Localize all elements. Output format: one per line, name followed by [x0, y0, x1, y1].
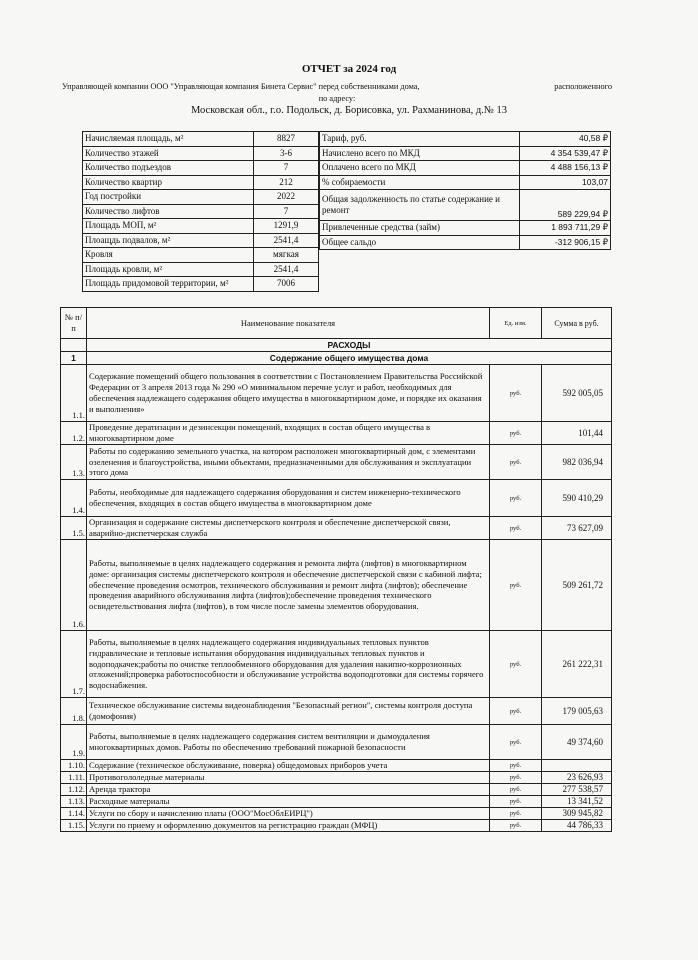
- info-value: мягкая: [254, 248, 319, 263]
- row-description: Организация и содержание системы диспетчерского контроля и обеспечение диспетчерской связи, аварийно-диспетчерская служба: [87, 517, 490, 540]
- row-description: Техническое обслуживание системы видеонаблюдения "Безопасный регион", системы контроля доступа (домофония): [87, 698, 490, 725]
- info-label: Год постройки: [83, 190, 254, 205]
- info-value: 212: [254, 175, 319, 190]
- row-sum: 982 036,94: [542, 445, 612, 480]
- row-sum: 13 341,52: [542, 796, 612, 808]
- row-description: Услуги по приему и оформлению документов на регистрацию граждан (МФЦ): [87, 820, 490, 832]
- group-number: 1: [61, 352, 87, 365]
- row-description: Работы по содержанию земельного участка, на котором расположен многоквартирный дом, с элементами озеленения и благоустройства, иными объектами, предназначенными для обслуживания и эксплуатации этого дома: [87, 445, 490, 480]
- finance-label: % собираемости: [320, 175, 520, 190]
- row-unit: руб.: [490, 772, 542, 784]
- finance-info-row: [320, 175, 611, 190]
- table-row: [61, 772, 612, 784]
- row-description: Услуги по сбору и начислению платы (ООО"МосОблЕИРЦ"): [87, 808, 490, 820]
- intro-at-address: по адресу:: [318, 94, 356, 103]
- table-row: [61, 808, 612, 820]
- row-sum: 261 222,31: [542, 631, 612, 698]
- row-description: Содержание (техническое обслуживание, поверка) общедомовых приборов учета: [87, 760, 490, 772]
- info-label: Начисляемая площадь, м²: [83, 132, 254, 147]
- row-unit: руб.: [490, 784, 542, 796]
- finance-value: 103,07: [520, 175, 611, 190]
- section-row: [61, 339, 612, 352]
- row-number: 1.4.: [61, 480, 87, 517]
- building-info-row: [83, 161, 319, 176]
- finance-label: Общая задолженность по статье содержание и ремонт: [320, 190, 520, 221]
- row-sum: 509 261,72: [542, 540, 612, 631]
- row-description: Работы, выполняемые в целях надлежащего содержания и ремонта лифта (лифтов) в многоквартирном доме: организация системы диспетчерского контроля и обеспечение диспетчерской связи с кабиной лифта; обеспечение проведения осмотров, технического обслуживания и ремонт лифта (лифтов); обеспечение проведения аварийного обслуживания лифта (лифтов);обеспечение проведения технического освидетельствования лифта (лифтов), в том числе после замены элементов оборудования.: [87, 540, 490, 631]
- finance-info-row: [320, 161, 611, 176]
- row-unit: руб.: [490, 725, 542, 760]
- finance-value: 589 229,94 ₽: [520, 190, 611, 221]
- table-row: [61, 760, 612, 772]
- row-unit: руб.: [490, 698, 542, 725]
- row-number: 1.9.: [61, 725, 87, 760]
- row-unit: руб.: [490, 760, 542, 772]
- finance-value: 1 893 711,29 ₽: [520, 221, 611, 236]
- row-sum: 44 786,33: [542, 820, 612, 832]
- header-unit: Ед. изм.: [490, 308, 542, 339]
- expenses-table: [60, 307, 612, 832]
- info-label: Плоащдь подвалов, м²: [83, 233, 254, 248]
- table-row: [61, 784, 612, 796]
- building-info-row: [83, 204, 319, 219]
- row-number: 1.15.: [61, 820, 87, 832]
- row-unit: руб.: [490, 796, 542, 808]
- row-sum: 277 538,57: [542, 784, 612, 796]
- building-info-row: [83, 190, 319, 205]
- row-sum: 309 945,82: [542, 808, 612, 820]
- row-sum: 49 374,60: [542, 725, 612, 760]
- info-label: Кровля: [83, 248, 254, 263]
- row-unit: руб.: [490, 422, 542, 445]
- row-unit: руб.: [490, 480, 542, 517]
- header-name: Наименование показателя: [87, 308, 490, 339]
- info-label: Количество квартир: [83, 175, 254, 190]
- building-info-row: [83, 277, 319, 292]
- row-unit: руб.: [490, 517, 542, 540]
- info-label: Площадь МОП, м²: [83, 219, 254, 234]
- row-sum: 592 005,05: [542, 365, 612, 422]
- finance-label: Общее сальдо: [320, 235, 520, 250]
- header-number: № п/п: [61, 308, 87, 339]
- group-row: [61, 352, 612, 365]
- info-value: 7006: [254, 277, 319, 292]
- info-value: 8827: [254, 132, 319, 147]
- finance-info-table: [319, 131, 611, 250]
- row-sum: [542, 760, 612, 772]
- finance-value: 4 354 539,47 ₽: [520, 146, 611, 161]
- building-info-row: [83, 132, 319, 147]
- finance-info-row: [320, 146, 611, 161]
- report-title: ОТЧЕТ за 2024 год: [301, 63, 397, 75]
- group-title: Содержание общего имущества дома: [87, 352, 612, 365]
- info-value: 7: [254, 204, 319, 219]
- row-sum: 23 626,93: [542, 772, 612, 784]
- building-info-row: [83, 146, 319, 161]
- row-number: 1.6.: [61, 540, 87, 631]
- finance-info-row: [320, 221, 611, 236]
- report-intro: [62, 82, 612, 103]
- row-number: 1.3.: [61, 445, 87, 480]
- row-sum: 73 627,09: [542, 517, 612, 540]
- finance-label: Тариф, руб.: [320, 132, 520, 147]
- row-number: 1.11.: [61, 772, 87, 784]
- table-row: [61, 796, 612, 808]
- row-number: 1.8.: [61, 698, 87, 725]
- table-row: [61, 725, 612, 760]
- table-row: [61, 631, 612, 698]
- table-row: [61, 540, 612, 631]
- row-number: 1.12.: [61, 784, 87, 796]
- finance-label: Оплачено всего по МКД: [320, 161, 520, 176]
- info-value: 2541,4: [254, 262, 319, 277]
- intro-located: расположенного: [554, 82, 612, 91]
- building-info-row: [83, 219, 319, 234]
- info-value: 2541,4: [254, 233, 319, 248]
- finance-info-row: [320, 132, 611, 147]
- row-number: 1.1.: [61, 365, 87, 422]
- finance-value: -312 906,15 ₽: [520, 235, 611, 250]
- info-label: Количество этажей: [83, 146, 254, 161]
- row-description: Работы, выполняемые в целях надлежащего содержания индивидуальных тепловых пунктов гидравлические и тепловые испытания оборудования индивидуальных тепловых пунктов и водоподкачек;работы по очистке теплообменного оборудования для удаления накипно-коррозионных отложений;проверка работоспособности и обслуживание устройства водоподготовки для системы горячего водоснабжения.: [87, 631, 490, 698]
- row-description: Работы, необходимые для надлежащего содержания оборудования и систем инженерно-технического обеспечения, входящих в состав общего имущества в многоквартирном доме: [87, 480, 490, 517]
- finance-info-row: [320, 190, 611, 221]
- table-row: [61, 820, 612, 832]
- table-header-row: [61, 308, 612, 339]
- row-number: 1.10.: [61, 760, 87, 772]
- table-row: [61, 480, 612, 517]
- row-unit: руб.: [490, 445, 542, 480]
- row-description: Содержание помещений общего пользования в соответствии с Постановлением Правительства Российской Федерации от 3 апреля 2013 года № 290 «О минимальном перечне услуг и работ, необходимых для обеспечения надлежащего содержания общего имущества в многоквартирном доме, и порядке их оказания и выполнения»: [87, 365, 490, 422]
- info-value: 1291,9: [254, 219, 319, 234]
- info-value: 7: [254, 161, 319, 176]
- row-description: Расходные материалы: [87, 796, 490, 808]
- building-info-row: [83, 248, 319, 263]
- row-number: 1.2.: [61, 422, 87, 445]
- row-unit: руб.: [490, 808, 542, 820]
- table-row: [61, 445, 612, 480]
- row-description: Противогололедные материалы: [87, 772, 490, 784]
- section-title: РАСХОДЫ: [87, 339, 612, 352]
- info-value: 2022: [254, 190, 319, 205]
- finance-info-row: [320, 235, 611, 250]
- row-unit: руб.: [490, 820, 542, 832]
- building-info-table: [82, 131, 319, 292]
- info-value: 3-6: [254, 146, 319, 161]
- table-row: [61, 365, 612, 422]
- finance-label: Привлеченные средства (займ): [320, 221, 520, 236]
- building-info-row: [83, 175, 319, 190]
- row-description: Аренда трактора: [87, 784, 490, 796]
- row-number: 1.5.: [61, 517, 87, 540]
- row-sum: 590 410,29: [542, 480, 612, 517]
- table-row: [61, 517, 612, 540]
- table-row: [61, 698, 612, 725]
- row-description: Проведение дератизации и дезинсекции помещений, входящих в состав общего имущества в многоквартирном доме: [87, 422, 490, 445]
- finance-value: 40,58 ₽: [520, 132, 611, 147]
- row-unit: руб.: [490, 631, 542, 698]
- header-sum: Сумма в руб.: [542, 308, 612, 339]
- building-info-row: [83, 233, 319, 248]
- info-label: Площадь придомовой территории, м²: [83, 277, 254, 292]
- info-label: Количество лифтов: [83, 204, 254, 219]
- building-info-row: [83, 262, 319, 277]
- info-label: Площадь кровли, м²: [83, 262, 254, 277]
- finance-value: 4 488 156,13 ₽: [520, 161, 611, 176]
- row-sum: 179 005,63: [542, 698, 612, 725]
- finance-label: Начислено всего по МКД: [320, 146, 520, 161]
- row-number: 1.14.: [61, 808, 87, 820]
- row-number: 1.13.: [61, 796, 87, 808]
- row-sum: 101,44: [542, 422, 612, 445]
- row-description: Работы, выполняемые в целях надлежащего содержания систем вентиляции и дымоудаления многоквартирных домов. Работы по обеспечению требований пожарной безопасности: [87, 725, 490, 760]
- table-row: [61, 422, 612, 445]
- row-number: 1.7.: [61, 631, 87, 698]
- building-address: Московская обл., г.о. Подольск, д. Борисовка, ул. Рахманинова, д.№ 13: [190, 105, 508, 116]
- info-label: Количество подъездов: [83, 161, 254, 176]
- row-unit: руб.: [490, 365, 542, 422]
- intro-company: Управляющей компании ООО "Управляющая компания Бинета Сервис" перед собственниками дома,: [62, 82, 420, 91]
- row-unit: руб.: [490, 540, 542, 631]
